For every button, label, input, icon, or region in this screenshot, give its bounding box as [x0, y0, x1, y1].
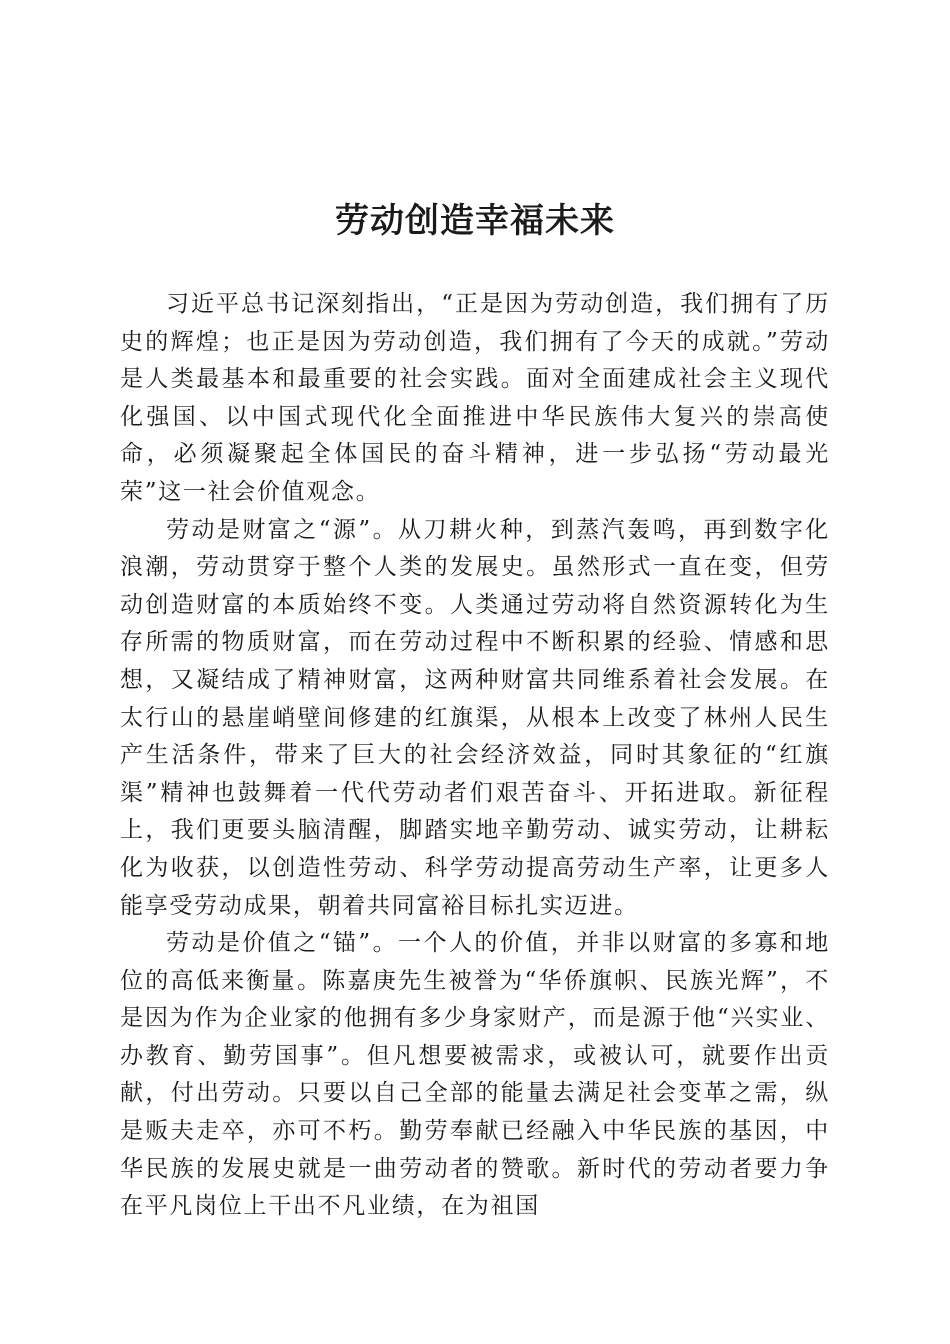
paragraph-3: 劳动是价值之“锚”。一个人的价值，并非以财富的多寡和地位的高低来衡量。陈嘉庚先生被誉为“华侨旗帜、民族光辉”，不是因为作为企业家的他拥有多少身家财产，而是源于他“兴实业、办教育、勤劳国事”。但凡想要被需求，或被认可，就要作出贡献，付出劳动。只要以自己全部的能量去满足社会变革之需，纵是贩夫走卒，亦可不朽。勤劳奉献已经融入中华民族的基因，中华民族的发展史就是一曲劳动者的赞歌。新时代的劳动者要力争在平凡岗位上干出不凡业绩，在为祖国 [120, 930, 830, 1220]
page-title: 劳动创造幸福未来 [335, 201, 615, 241]
paragraph-2: 劳动是财富之“源”。从刀耕火种，到蒸汽轰鸣，再到数字化浪潮，劳动贯穿于整个人类的发展史。虽然形式一直在变，但劳动创造财富的本质始终不变。人类通过劳动将自然资源转化为生存所需的物质财富，而在劳动过程中不断积累的经验、情感和思想，又凝结成了精神财富，这两种财富共同维系着社会发展。在太行山的悬崖峭壁间修建的红旗渠，从根本上改变了林州人民生产生活条件，带来了巨大的社会经济效益，同时其象征的“红旗渠”精神也鼓舞着一代代劳动者们艰苦奋斗、开拓进取。新征程上，我们更要头脑清醒，脚踏实地辛勤劳动、诚实劳动，让耕耘化为收获，以创造性劳动、科学劳动提高劳动生产率，让更多人能享受劳动成果，朝着共同富裕目标扎实迈进。 [120, 516, 830, 919]
document-body [120, 286, 830, 1226]
paragraph-1: 习近平总书记深刻指出，“正是因为劳动创造，我们拥有了历史的辉煌；也正是因为劳动创造，我们拥有了今天的成就。”劳动是人类最基本和最重要的社会实践。面对全面建成社会主义现代化强国、以中国式现代化全面推进中华民族伟大复兴的崇高使命，必须凝聚起全体国民的奋斗精神，进一步弘扬“劳动最光荣”这一社会价值观念。 [120, 291, 830, 505]
